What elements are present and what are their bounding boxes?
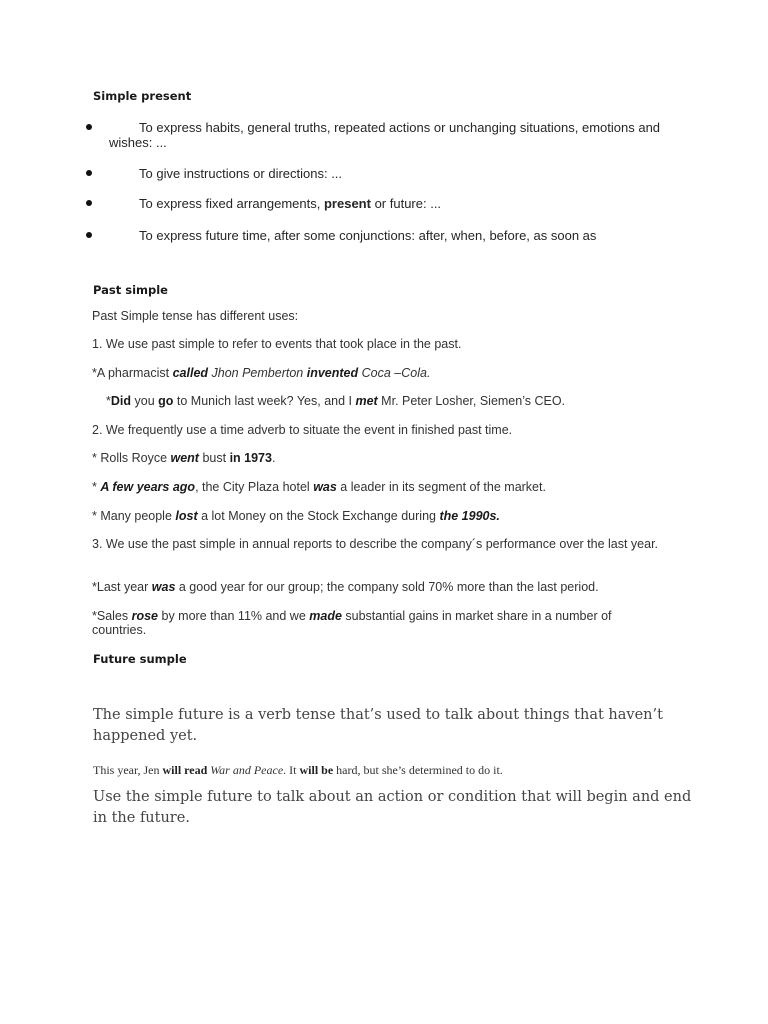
example-sentence: * Many people lost a lot Money on the Stock Exchange during the 1990s. <box>92 509 500 523</box>
example-sentence: * Rolls Royce went bust in 1973. <box>92 451 276 465</box>
section-heading-past-simple: Past simple <box>93 283 168 297</box>
example-sentence: This year, Jen will read War and Peace. It will be hard, but she’s determined to do it. <box>93 763 503 777</box>
bullet-text: To express future time, after some conjunctions: after, when, before, as soon as <box>139 228 597 243</box>
example-sentence: *A pharmacist called Jhon Pemberton invented Coca –Cola. <box>92 366 431 380</box>
bullet-icon <box>86 124 92 130</box>
example-sentence: *Did you go to Munich last week? Yes, and I met Mr. Peter Losher, Siemen’s CEO. <box>106 394 566 408</box>
bullet-text: To express habits, general truths, repeated actions or unchanging situations, emotions and wishes: ... <box>109 120 661 150</box>
example-sentence: *Sales rose by more than 11% and we made substantial gains in market share in a number of countries. <box>92 609 612 637</box>
future-simple-definition: The simple future is a verb tense that’s used to talk about things that haven’t happened yet. <box>93 707 663 744</box>
section-heading-simple-present: Simple present <box>93 89 192 103</box>
section-heading-future-simple: Future sumple <box>93 652 187 666</box>
past-simple-intro: Past Simple tense has different uses: <box>92 309 299 323</box>
example-sentence: * A few years ago, the City Plaza hotel was a leader in its segment of the market. <box>92 480 546 494</box>
bullet-icon <box>86 200 92 206</box>
bullet-icon <box>86 232 92 238</box>
example-sentence: *Last year was a good year for our group; the company sold 70% more than the last period. <box>92 580 599 594</box>
past-simple-use-2: 2. We frequently use a time adverb to situate the event in finished past time. <box>92 423 513 437</box>
future-simple-usage: Use the simple future to talk about an action or condition that will begin and end in the future. <box>93 789 692 826</box>
past-simple-use-3: 3. We use the past simple in annual reports to describe the company´s performance over the last year. <box>92 537 659 551</box>
bullet-icon <box>86 170 92 176</box>
past-simple-use-1: 1. We use past simple to refer to events that took place in the past. <box>92 337 462 351</box>
bullet-text: To express fixed arrangements, present or future: ... <box>139 196 442 211</box>
bullet-text: To give instructions or directions: ... <box>139 166 343 181</box>
